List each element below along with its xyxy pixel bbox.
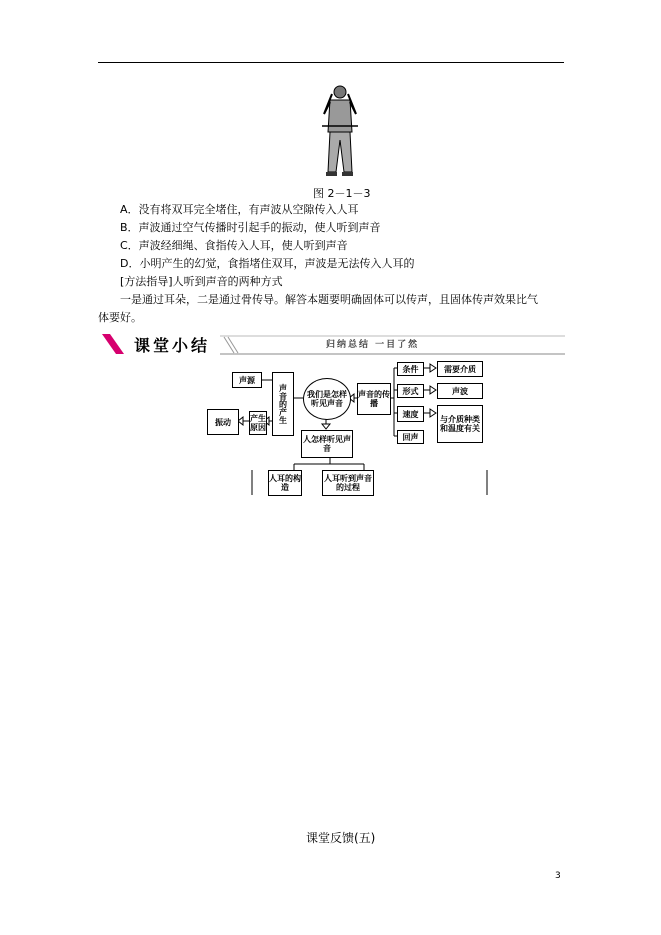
section-subtitle: 归纳总结 一目了然 [326, 340, 420, 350]
node-vibration: 振动 [207, 409, 239, 435]
node-center: 我们是怎样听见声音 [303, 378, 351, 420]
node-hearing-process: 人耳听到声音的过程 [322, 470, 374, 496]
option-c: C．声波经细绳、食指传入人耳，使人听到声音 [120, 239, 348, 252]
node-cause: 产生原因 [249, 411, 267, 435]
node-speed-value: 与介质种类和温度有关 [437, 405, 483, 443]
node-speed: 速度 [397, 406, 424, 422]
node-production: 声音的产生 [272, 372, 294, 436]
node-hearing: 人怎样听见声音 [301, 430, 353, 458]
figure-caption: 图 2－1－3 [313, 187, 371, 200]
method-body-line1: 一是通过耳朵，二是通过骨传导。解答本题要明确固体可以传声，且固体传声效果比气 [120, 293, 538, 306]
node-form: 形式 [397, 384, 424, 398]
method-body-line2: 体要好。 [98, 311, 142, 324]
node-source: 声源 [232, 372, 262, 388]
option-b: B．声波通过空气传播时引起手的振动，使人听到声音 [120, 221, 381, 234]
section-title: 课堂小结 [134, 336, 211, 355]
node-condition: 条件 [397, 362, 424, 376]
node-form-value: 声波 [437, 383, 483, 399]
option-a: A．没有将双耳完全堵住，有声波从空隙传入人耳 [120, 203, 359, 216]
option-d: D．小明产生的幻觉，食指堵住双耳，声波是无法传入人耳的 [120, 257, 415, 270]
node-ear-structure: 人耳的构造 [268, 470, 302, 496]
page-number: 3 [555, 871, 561, 881]
node-condition-value: 需要介质 [437, 361, 483, 377]
footer-title: 课堂反馈(五) [306, 831, 376, 845]
node-echo: 回声 [397, 430, 424, 444]
node-propagation: 声音的传播 [357, 383, 391, 415]
method-heading: [方法指导]人听到声音的两种方式 [120, 275, 283, 288]
